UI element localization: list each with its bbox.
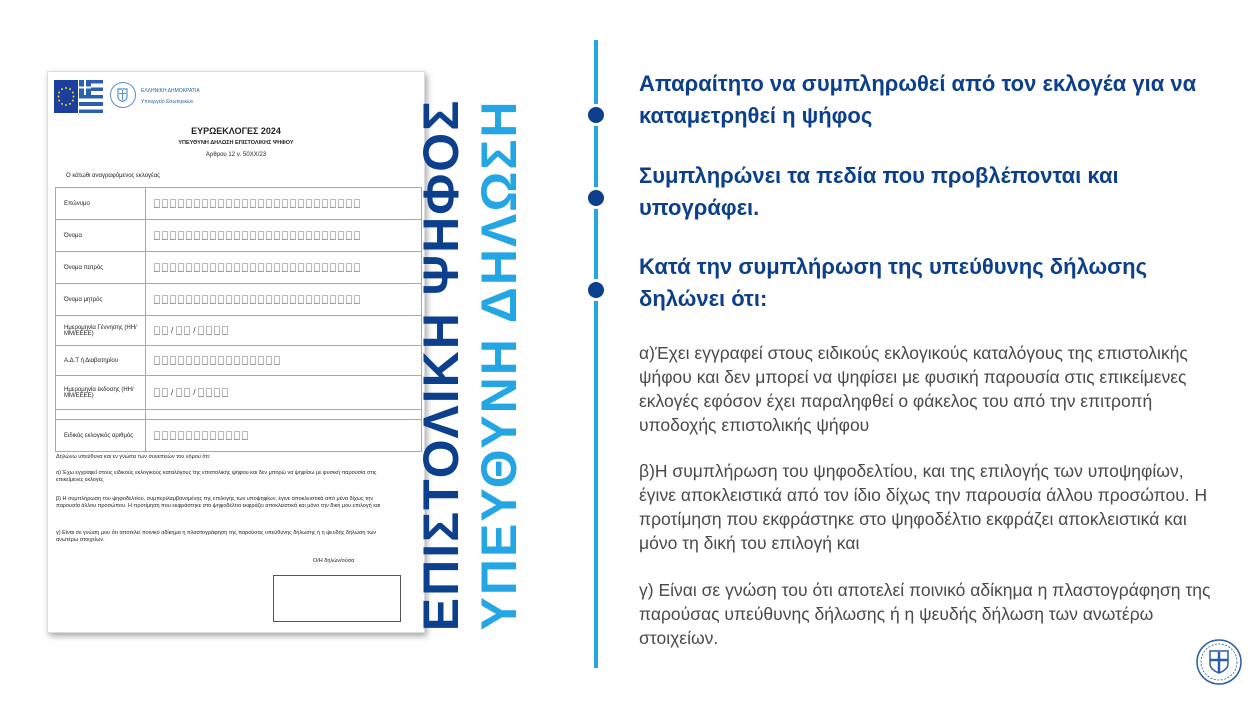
- char-box: [178, 431, 184, 440]
- field-boxes: [146, 284, 422, 316]
- char-box: [298, 231, 304, 240]
- char-box: [274, 199, 280, 208]
- char-box: [178, 356, 184, 365]
- greek-flag-icon: [79, 80, 103, 113]
- heading-required: Απαραίτητο να συμπληρωθεί από τον εκλογέα για να καταμετρηθεί η ψήφος: [639, 71, 1197, 128]
- char-box: [266, 199, 272, 208]
- char-box: [266, 356, 272, 365]
- char-box: [354, 231, 360, 240]
- char-box: [266, 295, 272, 304]
- char-box: [234, 356, 240, 365]
- char-box: [242, 295, 248, 304]
- char-box: [250, 263, 256, 272]
- char-box: [170, 295, 176, 304]
- heading-declares: Κατά την συμπλήρωση της υπεύθυνης δήλωσης δηλώνει ότι:: [639, 254, 1148, 311]
- char-box: [226, 356, 232, 365]
- field-row-issue-date: [56, 376, 422, 410]
- char-box: [282, 231, 288, 240]
- field-label: Όνομα μητρός: [56, 284, 146, 316]
- field-boxes: [146, 420, 422, 452]
- char-box: [306, 231, 312, 240]
- char-box: [338, 231, 344, 240]
- char-box: [314, 263, 320, 272]
- char-box: [250, 295, 256, 304]
- char-box: [258, 263, 264, 272]
- char-box: [274, 295, 280, 304]
- char-box: [226, 263, 232, 272]
- char-box: [258, 356, 264, 365]
- char-box: [178, 263, 184, 272]
- char-box: [218, 263, 224, 272]
- char-box: [186, 356, 192, 365]
- char-box: [226, 431, 232, 440]
- char-box: [242, 231, 248, 240]
- char-box: [346, 295, 352, 304]
- field-boxes: [146, 220, 422, 252]
- field-row-father-name: [56, 252, 422, 284]
- eu-flag-icon: [54, 80, 78, 113]
- char-box: [214, 388, 220, 397]
- char-box: [282, 295, 288, 304]
- char-box: [290, 231, 296, 240]
- declaration-form-image: [47, 71, 425, 633]
- char-box: [186, 295, 192, 304]
- char-box: [290, 263, 296, 272]
- timeline-dot: [585, 104, 607, 126]
- char-box: [306, 295, 312, 304]
- form-subtitle: ΥΠΕΥΘΥΝΗ ΔΗΛΩΣΗ ΕΠΙΣΤΟΛΙΚΗΣ ΨΗΦΟΥ: [178, 140, 294, 146]
- char-box: [298, 263, 304, 272]
- char-box: [290, 295, 296, 304]
- form-declaration-a: α) Έχω εγγραφεί στους ειδικούς εκλογικούς καταλόγους της επιστολικής ψήφου και δεν μπορώ να ψηφίσω με φυσική παρουσία στις επικείμενες εκλογές: [56, 470, 377, 483]
- char-box: [314, 231, 320, 240]
- heading-fill-and-sign: Συμπληρώνει τα πεδία που προβλέπονται και υπογράφει.: [639, 163, 1119, 220]
- char-box: [198, 326, 204, 335]
- char-box: [314, 199, 320, 208]
- char-box: [346, 231, 352, 240]
- char-box: [322, 295, 328, 304]
- char-box: [154, 231, 160, 240]
- char-box: [194, 199, 200, 208]
- char-box: [210, 356, 216, 365]
- char-box: [218, 295, 224, 304]
- char-box: [258, 231, 264, 240]
- field-label: Όνομα πατρός: [56, 252, 146, 284]
- field-label: Επώνυμο: [56, 188, 146, 220]
- paragraph-a: α)Έχει εγγραφεί στους ειδικούς εκλογικούς καταλόγους της επιστολικής ψήφου και δεν μπορεί να ψηφίσει με φυσική παρουσία στις επικείμενες εκλογές εφόσον έχει παραληφθεί ο φάκελος του από την επιτροπή υποδοχής επιστολικής ψήφου: [639, 343, 1188, 435]
- char-box: [194, 295, 200, 304]
- char-box: [222, 388, 228, 397]
- char-box: [202, 356, 208, 365]
- char-box: [266, 263, 272, 272]
- char-box: [154, 199, 160, 208]
- char-box: [298, 295, 304, 304]
- char-box: [222, 326, 228, 335]
- char-box: [274, 356, 280, 365]
- field-boxes: [146, 188, 422, 220]
- char-box: [282, 263, 288, 272]
- char-box: [274, 231, 280, 240]
- date-separator: /: [193, 388, 196, 397]
- form-declaration-c: γ) Είναι σε γνώση μου ότι αποτελεί ποινικό αδίκημα η πλαστογράφηση της παρούσας υπεύθυνης δήλωσης ή η ψευδής δήλωση των ανωτέρω στοιχείων.: [56, 530, 377, 543]
- field-row-surname: [56, 188, 422, 220]
- char-box: [306, 263, 312, 272]
- field-row-voter-number: [56, 420, 422, 452]
- timeline-line: [594, 40, 598, 668]
- char-box: [170, 431, 176, 440]
- date-separator: /: [193, 326, 196, 335]
- char-box: [282, 199, 288, 208]
- char-box: [162, 263, 168, 272]
- char-box: [162, 356, 168, 365]
- char-box: [184, 388, 190, 397]
- char-box: [330, 263, 336, 272]
- char-box: [186, 231, 192, 240]
- char-box: [154, 431, 160, 440]
- field-boxes: [146, 252, 422, 284]
- char-box: [178, 295, 184, 304]
- char-box: [242, 431, 248, 440]
- char-box: [258, 295, 264, 304]
- char-box: [170, 356, 176, 365]
- char-box: [184, 326, 190, 335]
- field-boxes: [146, 346, 422, 376]
- field-label: Α.Δ.Τ ή Διαβατηρίου: [56, 346, 146, 376]
- date-separator: /: [171, 326, 174, 335]
- char-box: [242, 356, 248, 365]
- char-box: [194, 231, 200, 240]
- char-box: [210, 263, 216, 272]
- timeline-dot: [585, 279, 607, 301]
- char-box: [170, 263, 176, 272]
- char-box: [170, 231, 176, 240]
- char-box: [210, 431, 216, 440]
- field-row-birth-date: [56, 316, 422, 346]
- char-box: [194, 431, 200, 440]
- char-box: [162, 231, 168, 240]
- char-box: [330, 231, 336, 240]
- char-box: [198, 388, 204, 397]
- char-box: [176, 388, 182, 397]
- char-box: [162, 431, 168, 440]
- field-label: Όνομα: [56, 220, 146, 252]
- char-box: [338, 199, 344, 208]
- timeline-dot: [585, 187, 607, 209]
- char-box: [162, 295, 168, 304]
- char-box: [346, 263, 352, 272]
- char-box: [162, 199, 168, 208]
- char-box: [210, 199, 216, 208]
- char-box: [322, 199, 328, 208]
- char-box: [162, 326, 168, 335]
- char-box: [194, 263, 200, 272]
- coat-of-arms-icon: [110, 82, 136, 108]
- char-box: [202, 295, 208, 304]
- char-box: [176, 326, 182, 335]
- char-box: [354, 199, 360, 208]
- char-box: [194, 356, 200, 365]
- char-box: [226, 231, 232, 240]
- field-row-mother-name: [56, 284, 422, 316]
- paragraph-c: γ) Είναι σε γνώση του ότι αποτελεί ποινικό αδίκημα η πλαστογράφηση της παρούσας υπεύθυνης δήλωσης ή η ψευδής δήλωση των ανωτέρω στοιχείων.: [639, 580, 1211, 648]
- char-box: [218, 199, 224, 208]
- char-box: [234, 431, 240, 440]
- hellenic-republic-emblem-icon: [1195, 638, 1243, 686]
- field-row-blank: [56, 410, 422, 420]
- char-box: [234, 231, 240, 240]
- char-box: [234, 263, 240, 272]
- char-box: [218, 356, 224, 365]
- char-box: [234, 295, 240, 304]
- char-box: [206, 326, 212, 335]
- form-declaration-b: β) Η συμπλήρωση του ψηφοδελτίου, συμπεριλαμβανομένης της επιλογής των υποψηφίων, έγινε αποκλειστικά από μένα δίχως την παρουσία άλλου προσώπου. Η προτίμηση που εκφράστηκε στο ψηφοδέλτιο εκφράζει αποκλειστικά και μόνο την δική μου επιλογή και: [56, 496, 381, 509]
- char-box: [154, 263, 160, 272]
- char-box: [202, 231, 208, 240]
- char-box: [186, 263, 192, 272]
- paragraph-b: β)Η συμπλήρωση του ψηφοδελτίου, και της επιλογής των υποψηφίων, έγινε αποκλειστικά από τον ίδιο δίχως την παρουσία άλλου προσώπου. Η προτίμηση που εκφράστηκε στο ψηφοδέλτιο εκφράζει αποκλειστικά και μόνο τη δική του επιλογή και: [639, 461, 1208, 553]
- form-intro: Ο κάτωθι αναγραφόμενος εκλογέας: [66, 173, 161, 179]
- form-title: ΕΥΡΩΕΚΛΟΓΕΣ 2024: [191, 126, 281, 136]
- char-box: [154, 295, 160, 304]
- field-label: Ημερομηνία έκδοσης (ΗΗ/ΜΜ/ΕΕΕΕ): [56, 376, 146, 410]
- char-box: [154, 388, 160, 397]
- char-box: [346, 199, 352, 208]
- char-box: [250, 231, 256, 240]
- char-box: [206, 388, 212, 397]
- char-box: [290, 199, 296, 208]
- char-box: [274, 263, 280, 272]
- char-box: [218, 431, 224, 440]
- vertical-title-postal-vote: ΕΠΙΣΤΟΛΙΚΗ ΨΗΦΟΣ: [413, 98, 469, 632]
- char-box: [170, 199, 176, 208]
- char-box: [242, 199, 248, 208]
- field-boxes: [146, 376, 422, 410]
- char-box: [322, 263, 328, 272]
- char-box: [178, 199, 184, 208]
- form-fields-table: [55, 187, 422, 452]
- char-box: [314, 295, 320, 304]
- char-box: [266, 231, 272, 240]
- char-box: [234, 199, 240, 208]
- char-box: [210, 231, 216, 240]
- field-label: Ημερομηνία Γέννησης (ΗΗ/ΜΜ/ΕΕΕΕ): [56, 316, 146, 346]
- vertical-title-declaration: ΥΠΕΥΘΥΝΗ ΔΗΛΩΣΗ: [471, 99, 527, 631]
- char-box: [186, 431, 192, 440]
- char-box: [162, 388, 168, 397]
- char-box: [154, 326, 160, 335]
- char-box: [226, 295, 232, 304]
- char-box: [354, 295, 360, 304]
- char-box: [186, 199, 192, 208]
- field-boxes: [146, 316, 422, 346]
- char-box: [338, 295, 344, 304]
- char-box: [226, 199, 232, 208]
- char-box: [214, 326, 220, 335]
- char-box: [250, 356, 256, 365]
- char-box: [202, 431, 208, 440]
- signature-box: [273, 575, 401, 622]
- field-label: [56, 410, 146, 420]
- char-box: [258, 199, 264, 208]
- field-row-name: [56, 220, 422, 252]
- char-box: [298, 199, 304, 208]
- char-box: [338, 263, 344, 272]
- char-box: [202, 199, 208, 208]
- signer-label: Ο/Η δηλών/ούσα: [313, 558, 355, 564]
- char-box: [330, 199, 336, 208]
- char-box: [250, 199, 256, 208]
- field-label: Ειδικός εκλογικός αριθμός: [56, 420, 146, 452]
- char-box: [322, 231, 328, 240]
- form-article: Άρθρου 12 ν. 50ΧΧ/23: [205, 152, 267, 158]
- char-box: [154, 356, 160, 365]
- char-box: [178, 231, 184, 240]
- char-box: [202, 263, 208, 272]
- char-box: [218, 231, 224, 240]
- char-box: [242, 263, 248, 272]
- ministry-name: ΕΛΛΗΝΙΚΗ ΔΗΜΟΚΡΑΤΙΑ Υπουργείο Εσωτερικών: [141, 88, 200, 105]
- date-separator: /: [171, 388, 174, 397]
- field-row-id-number: [56, 346, 422, 376]
- char-box: [330, 295, 336, 304]
- char-box: [306, 199, 312, 208]
- char-box: [354, 263, 360, 272]
- char-box: [210, 295, 216, 304]
- form-declaration-intro: Δηλώνω υπεύθυνα και εν γνώσει των συνεπειών του νόμου ότι:: [56, 454, 211, 460]
